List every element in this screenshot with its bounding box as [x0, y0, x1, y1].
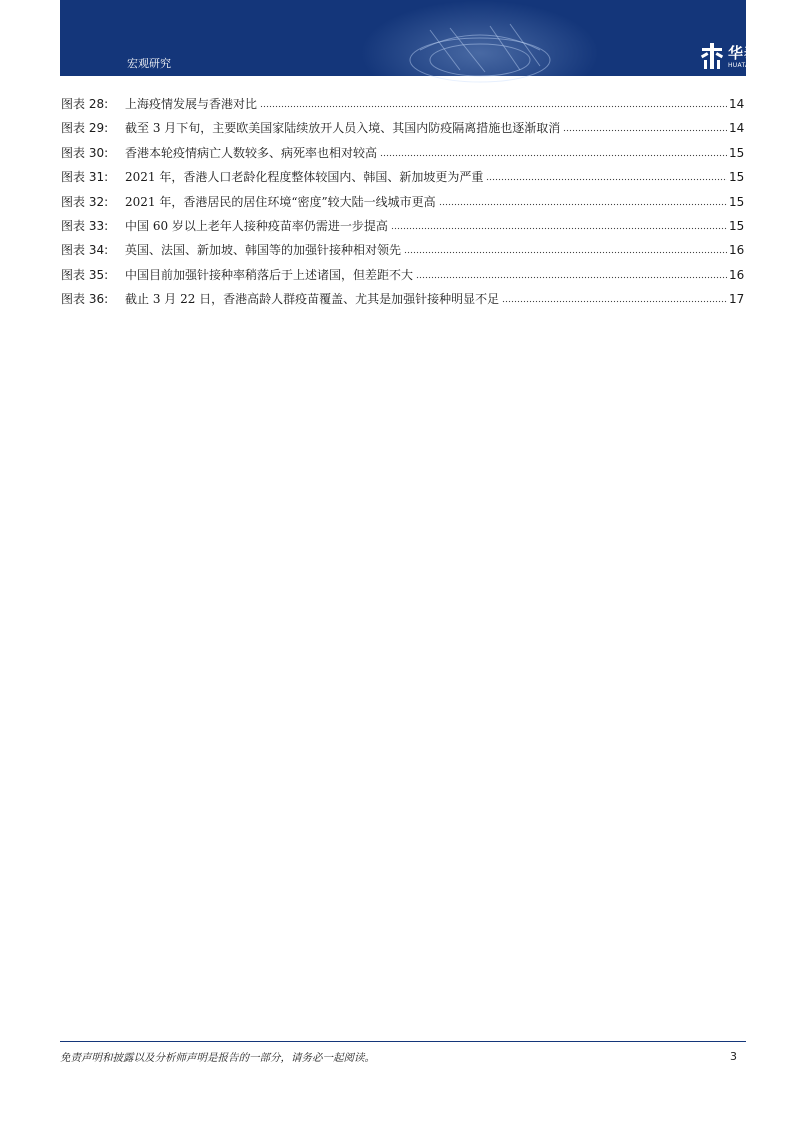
toc-entry[interactable]	[61, 267, 743, 291]
toc-entry-page: 15	[729, 170, 745, 185]
toc-leader-dots	[563, 120, 727, 132]
toc-entry-title: 2021 年，香港人口老龄化程度整体较国内、韩国、新加坡更为严重	[125, 170, 484, 185]
toc-entry-title: 中国目前加强针接种率稍落后于上述诸国，但差距不大	[125, 267, 414, 282]
toc-entry-title: 香港本轮疫情病亡人数较多、病死率也相对较高	[125, 145, 378, 160]
toc-entry-label: 图表 33:	[61, 218, 109, 233]
footer-disclaimer: 免责声明和披露以及分析师声明是报告的一部分，请务必一起阅读。	[60, 1052, 375, 1064]
toc-entry-label: 图表 31:	[61, 170, 109, 185]
logo-name: 华泰证券	[728, 44, 793, 62]
toc-entry-label: 图表 29:	[61, 121, 109, 136]
toc-entry-title: 截止 3 月 22 日，香港高龄人群疫苗覆盖、尤其是加强针接种明显不足	[125, 292, 500, 307]
toc-entry[interactable]	[61, 120, 743, 144]
page-number: 3	[730, 1050, 737, 1063]
toc-leader-dots	[486, 169, 727, 181]
toc-leader-dots	[260, 96, 727, 108]
toc-entry-title: 英国、法国、新加坡、韩国等的加强针接种相对领先	[125, 243, 402, 258]
figure-list	[61, 96, 743, 316]
toc-entry[interactable]	[61, 96, 743, 120]
toc-entry[interactable]	[61, 242, 743, 266]
toc-leader-dots	[380, 145, 727, 157]
toc-entry[interactable]	[61, 291, 743, 315]
toc-entry[interactable]	[61, 169, 743, 193]
toc-entry-page: 15	[729, 194, 745, 209]
brand-logo	[700, 42, 800, 72]
toc-entry-label: 图表 32:	[61, 194, 109, 209]
toc-leader-dots	[391, 218, 727, 230]
toc-entry[interactable]	[61, 145, 743, 169]
toc-leader-dots	[416, 267, 727, 279]
section-label: 宏观研究	[127, 57, 171, 70]
toc-entry-label: 图表 36:	[61, 292, 109, 307]
toc-entry-page: 14	[729, 121, 745, 136]
toc-entry-label: 图表 30:	[61, 145, 109, 160]
toc-leader-dots	[404, 242, 727, 254]
toc-entry-page: 14	[729, 97, 745, 111]
toc-entry-title: 截至 3 月下旬，主要欧美国家陆续放开人员入境、其国内防疫隔离措施也逐渐取消	[125, 121, 561, 136]
toc-entry-title: 上海疫情发展与香港对比	[125, 97, 258, 111]
header-decoration	[390, 20, 570, 76]
page-header	[60, 0, 793, 76]
toc-entry-page: 15	[729, 145, 745, 160]
toc-entry[interactable]	[61, 218, 743, 242]
toc-leader-dots	[502, 291, 727, 303]
toc-entry-page: 16	[729, 267, 745, 282]
toc-entry-page: 17	[729, 292, 745, 307]
toc-entry-title: 中国 60 岁以上老年人接种疫苗率仍需进一步提高	[125, 218, 388, 233]
logo-subtitle: HUATAI SECURITIES	[728, 62, 792, 69]
toc-entry-label: 图表 35:	[61, 267, 109, 282]
toc-entry[interactable]	[61, 194, 743, 218]
toc-entry-label: 图表 28:	[61, 97, 109, 111]
huatai-logo-icon	[700, 42, 724, 70]
toc-entry-label: 图表 34:	[61, 243, 109, 258]
toc-leader-dots	[439, 194, 727, 206]
toc-entry-page: 16	[729, 243, 745, 258]
toc-entry-page: 15	[729, 218, 745, 233]
toc-entry-title: 2021 年，香港居民的居住环境“密度”较大陆一线城市更高	[125, 194, 436, 209]
footer-divider	[60, 1041, 746, 1042]
